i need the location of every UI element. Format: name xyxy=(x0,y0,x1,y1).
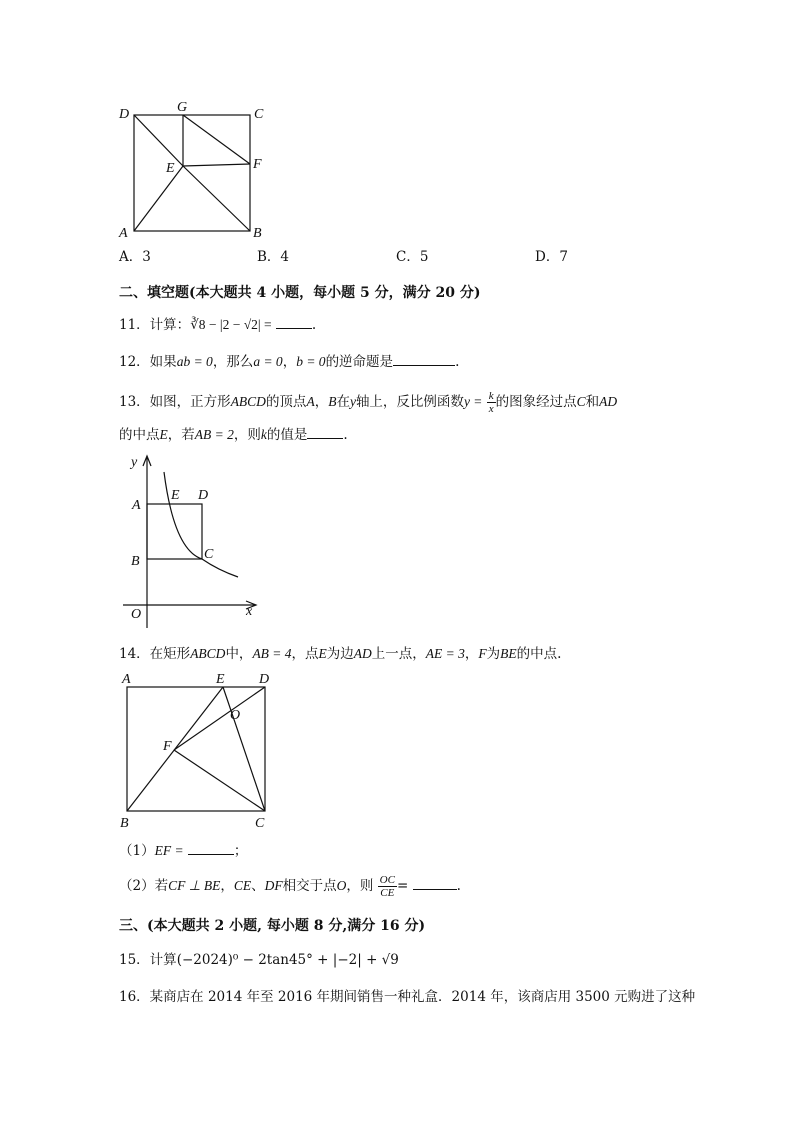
label-d: D xyxy=(259,672,270,687)
q14-2-t4: 相交于点 xyxy=(282,878,337,894)
q14-t4: 为边 xyxy=(326,646,354,662)
q14-2-eq: = xyxy=(396,878,409,894)
q15-expression: (−2024)⁰ − 2tan45° + |−2| + √9 xyxy=(176,952,399,968)
label-a: A xyxy=(119,226,128,240)
q13-t6: 和 xyxy=(585,394,600,410)
q14-ab4: AB = 4 xyxy=(252,646,292,661)
q14-2-end: . xyxy=(456,878,461,894)
q14-2-oc: OC xyxy=(379,874,395,886)
label-o: O xyxy=(230,708,241,723)
question-14-part-1 xyxy=(119,842,247,860)
q13-t5: 的图象经过点 xyxy=(495,394,577,410)
q14-2-answer-blank[interactable] xyxy=(413,877,457,890)
q14-2-t3: 、 xyxy=(251,878,265,894)
q14-2-o: O xyxy=(336,878,347,893)
q14-t7: 为 xyxy=(486,646,501,662)
q13-k: k xyxy=(488,390,494,402)
segment-de xyxy=(134,115,183,166)
q15-prefix: 15．计算 xyxy=(119,952,177,968)
label-d: D xyxy=(119,107,130,122)
label-b: B xyxy=(253,226,262,240)
label-c: C xyxy=(204,547,214,562)
q14-2-cfbe: CF ⊥ BE xyxy=(168,878,221,893)
q12-end: . xyxy=(455,354,460,370)
q13-t2: 的顶点 xyxy=(265,394,307,410)
q11-prefix: 11．计算： xyxy=(119,317,191,333)
q14-abcd: ABCD xyxy=(190,646,226,661)
q14-t5: 上一点， xyxy=(371,646,426,662)
q14-1-answer-blank[interactable] xyxy=(188,842,234,855)
label-c: C xyxy=(254,107,264,122)
segment-gf xyxy=(183,115,250,164)
label-f: F xyxy=(253,157,262,172)
q14-2-fraction xyxy=(378,874,397,899)
q13-a: A xyxy=(306,394,315,409)
q13-kk: k xyxy=(260,427,267,442)
q14-2-df: DF xyxy=(264,878,283,893)
q14-2-t5: ，则 xyxy=(346,878,374,894)
question-14 xyxy=(119,645,561,663)
label-e: E xyxy=(216,672,225,687)
option-a: A．3 xyxy=(119,249,151,265)
q13-abcd: ABCD xyxy=(230,394,266,409)
q11-expression: ∛8 − |2 − √2| = xyxy=(190,317,272,332)
segment-fd xyxy=(174,687,265,750)
q12-condition: ab = 0 xyxy=(176,354,213,369)
square-abcd xyxy=(147,504,202,559)
q13-end: . xyxy=(343,427,348,443)
q14-t6: ， xyxy=(464,646,479,662)
question-11 xyxy=(119,316,316,334)
section-3-heading: 三、(本大题共 2 小题, 每小题 8 分,满分 16 分) xyxy=(119,918,426,934)
label-b: B xyxy=(131,554,140,569)
q13-x: x xyxy=(488,403,494,415)
q14-t2: 中， xyxy=(225,646,253,662)
q14-t1: 14．在矩形 xyxy=(119,646,191,662)
q13-t10: 的值是 xyxy=(266,427,308,443)
q13-sep: ， xyxy=(314,394,329,410)
segment-ae xyxy=(134,166,183,231)
label-o: O xyxy=(131,607,142,622)
option-c: C．5 xyxy=(396,249,429,265)
question-12 xyxy=(119,353,459,371)
q13-figure xyxy=(118,450,268,630)
q13-ab2: AB = 2 xyxy=(194,427,234,442)
q14-figure xyxy=(112,668,282,833)
label-b: B xyxy=(120,816,129,831)
q12-text-c: 的逆命题是 xyxy=(325,354,394,370)
question-13-line-2 xyxy=(119,426,348,444)
q12-text-a: 12．如果 xyxy=(119,354,177,370)
segment-fc xyxy=(174,750,265,811)
q12-comma: ， xyxy=(282,354,297,370)
label-e: E xyxy=(171,488,180,503)
option-d: D．7 xyxy=(535,249,568,265)
q10-figure xyxy=(115,100,275,240)
q14-ae3: AE = 3 xyxy=(425,646,465,661)
q14-be: BE xyxy=(500,646,517,661)
q13-t8: ，若 xyxy=(167,427,195,443)
q14-1-num: （1） xyxy=(119,843,155,859)
axis-y-label: y xyxy=(131,455,138,470)
q13-c: C xyxy=(576,394,586,409)
q14-t3: ，点 xyxy=(291,646,319,662)
q14-2-t1: （2）若 xyxy=(119,878,169,894)
label-e: E xyxy=(166,161,175,176)
q11-end: . xyxy=(311,317,317,333)
section-2-heading: 二、填空题(本大题共 4 小题，每小题 5 分，满分 20 分) xyxy=(119,285,481,301)
label-c: C xyxy=(255,816,265,831)
q14-1-ef: EF = xyxy=(154,843,184,858)
q13-t4: 轴上，反比例函数 xyxy=(355,394,464,410)
question-15 xyxy=(119,951,399,969)
q14-ad: AD xyxy=(353,646,372,661)
segment-ef xyxy=(183,164,250,166)
q13-fy: y = xyxy=(463,394,483,409)
option-b: B．4 xyxy=(257,249,290,265)
question-14-part-2 xyxy=(119,874,461,899)
label-g: G xyxy=(177,100,188,115)
label-a: A xyxy=(132,498,141,513)
segment-ec xyxy=(223,687,265,811)
q13-fraction-k-over-x xyxy=(487,390,496,415)
label-f: F xyxy=(163,739,172,754)
q13-t1: 13．如图，正方形 xyxy=(119,394,231,410)
q14-f: F xyxy=(478,646,487,661)
axis-x-label: x xyxy=(246,604,253,619)
q12-b0: b = 0 xyxy=(296,354,326,369)
q14-2-ce-den: CE xyxy=(380,887,395,899)
segment-eb xyxy=(183,166,250,231)
q13-ad: AD xyxy=(599,394,618,409)
q14-t8: 的中点. xyxy=(516,646,562,662)
q14-2-ce: CE xyxy=(233,878,252,893)
q11-answer-blank[interactable] xyxy=(276,316,312,329)
q13-e: E xyxy=(159,427,168,442)
q12-answer-blank[interactable] xyxy=(393,353,455,366)
label-d: D xyxy=(198,488,209,503)
question-16: 16．某商店在 2014 年至 2016 年期间销售一种礼盒．2014 年，该商店用 3500 元购进了这种 xyxy=(119,989,696,1005)
q14-e: E xyxy=(318,646,327,661)
q13-y: y xyxy=(349,394,356,409)
q13-t7: 的中点 xyxy=(119,427,160,443)
q12-text-b: ，那么 xyxy=(212,354,254,370)
question-13-line-1 xyxy=(119,390,617,415)
q12-a0: a = 0 xyxy=(253,354,283,369)
q13-answer-blank[interactable] xyxy=(307,426,343,439)
q14-1-end: ； xyxy=(233,843,248,859)
q13-b: B xyxy=(328,394,337,409)
q14-2-t2: ， xyxy=(220,878,234,894)
label-a: A xyxy=(122,672,131,687)
q13-t3: 在 xyxy=(336,394,350,410)
q13-t9: ，则 xyxy=(233,427,261,443)
